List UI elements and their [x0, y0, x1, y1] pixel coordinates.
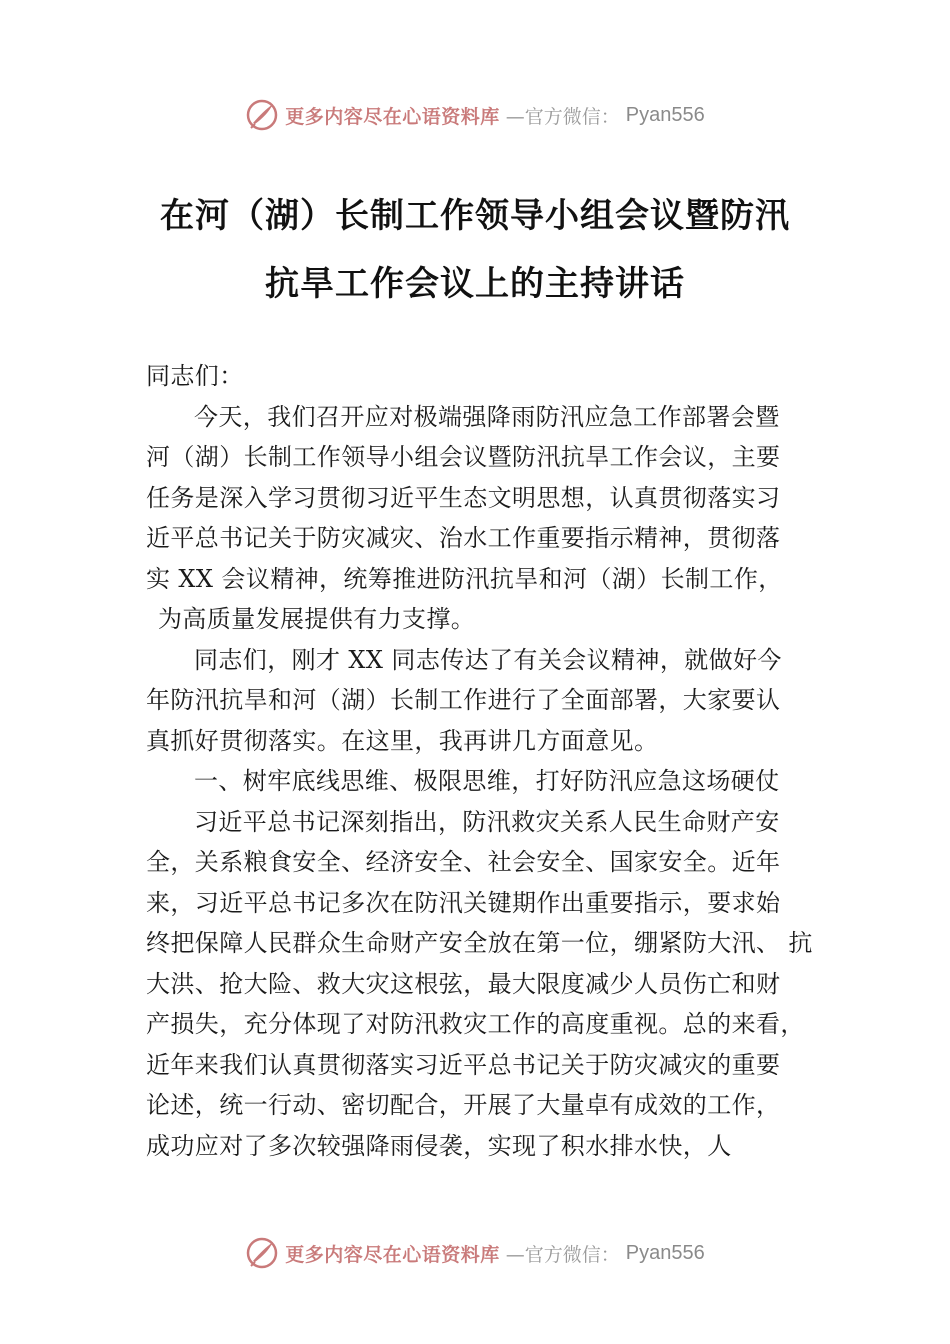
body-line: 全，关系粮食安全、经济安全、社会安全、国家安全。近年 [146, 848, 781, 876]
watermark-main-text: 更多内容尽在心语资料库 [285, 1243, 500, 1266]
body-line: 年防汛抗旱和河（湖）长制工作进行了全面部署，大家要认 [146, 686, 781, 714]
body-line: 近年来我们认真贯彻落实习近平总书记关于防灾减灾的重要 [146, 1050, 781, 1079]
body-line: 同志们，刚才 XX 同志传达了有关会议精神，就做好今 [194, 645, 782, 674]
section-heading-1: 一、树牢底线思维、极限思维，打好防汛应急这场硬仗 [194, 767, 780, 795]
body-line: 真抓好贯彻落实。在这里，我再讲几方面意见。 [146, 726, 659, 755]
document-body [146, 356, 816, 1166]
body-line: 终把保障人民群众生命财产安全放在第一位，绷紧防大汛、 抗 [146, 929, 813, 957]
watermark-separator-text: —官方微信： [505, 1243, 620, 1266]
watermark-wechat-id: Pyan556 [625, 1241, 705, 1264]
document-title-line-1: 在河（湖）长制工作领导小组会议暨防汛 [160, 196, 790, 236]
body-line: 今天，我们召开应对极端强降雨防汛应急工作部署会暨 [194, 402, 780, 431]
watermark-separator-text: —官方微信： [505, 105, 620, 128]
body-line: 论述，统一行动、密切配合，开展了大量卓有成效的工作， [146, 1091, 781, 1119]
body-line: 习近平总书记深刻指出，防汛救灾关系人民生命财产安 [194, 807, 780, 836]
body-line: 河（湖）长制工作领导小组会议暨防汛抗旱工作会议，主要 [146, 443, 781, 471]
body-line-salutation: 同志们： [146, 362, 244, 390]
body-line: 来，习近平总书记多次在防汛关键期作出重要指示，要求始 [146, 888, 781, 917]
quill-seal-logo-icon [245, 1236, 279, 1270]
body-line: 为高质量发展提供有力支撑。 [158, 605, 476, 633]
footer-watermark [0, 1233, 950, 1273]
watermark-wechat-id: Pyan556 [625, 103, 705, 126]
body-line: 任务是深入学习贯彻习近平生态文明思想，认真贯彻落实习 [146, 483, 781, 512]
body-line: 近平总书记关于防灾减灾、治水工作重要指示精神，贯彻落 [146, 524, 781, 552]
document-title-line-2: 抗旱工作会议上的主持讲话 [265, 264, 685, 304]
header-watermark [0, 95, 950, 135]
body-line: 产损失，充分体现了对防汛救灾工作的高度重视。总的来看， [146, 1010, 805, 1038]
body-line: 实 XX 会议精神，统筹推进防汛抗旱和河（湖）长制工作， [146, 564, 783, 593]
body-line: 成功应对了多次较强降雨侵袭，实现了积水排水快，人 [146, 1131, 732, 1160]
watermark-main-text: 更多内容尽在心语资料库 [285, 105, 500, 128]
body-line: 大洪、抢大险、救大灾这根弦，最大限度减少人员伤亡和财 [146, 969, 781, 998]
quill-seal-logo-icon [245, 98, 279, 132]
